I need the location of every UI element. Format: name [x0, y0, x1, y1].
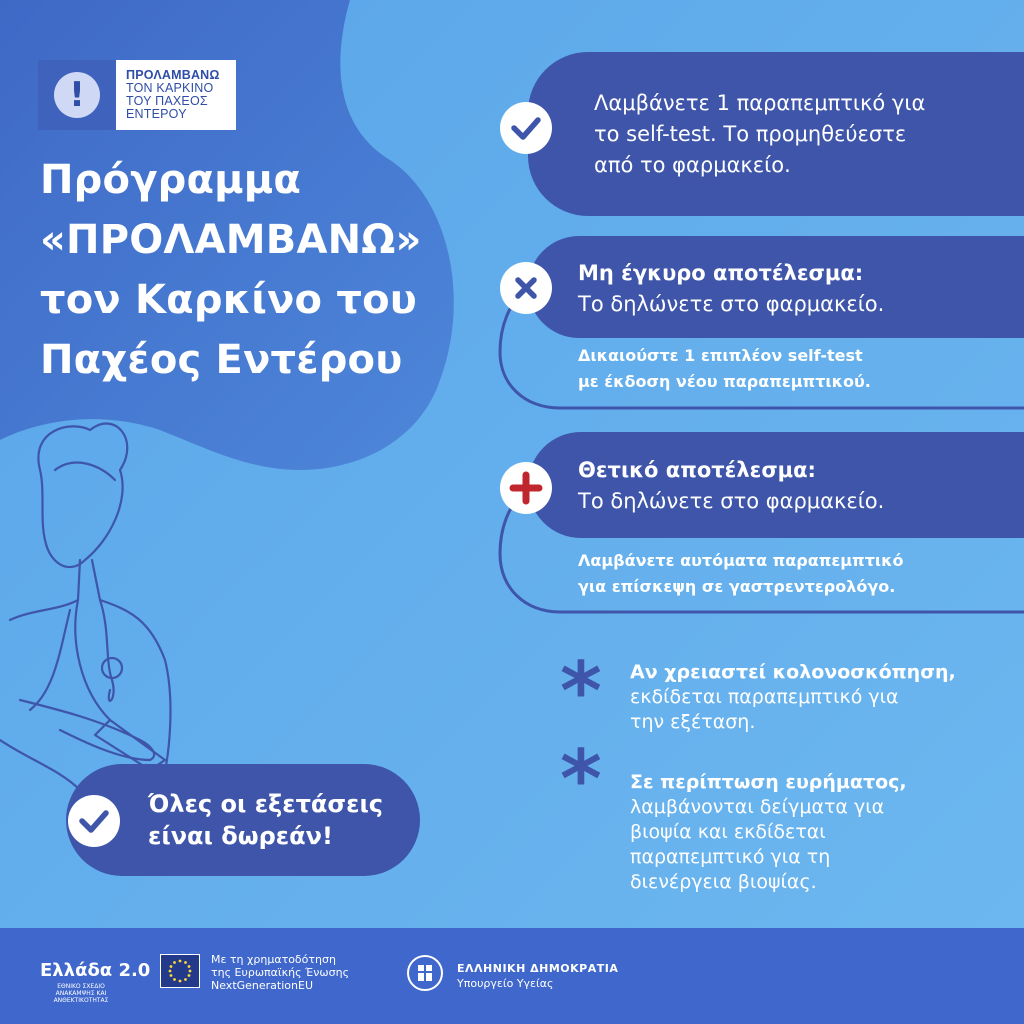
invalid-text	[578, 258, 884, 320]
note-line: παραπεμπτικό για τη	[630, 846, 831, 868]
eu-flag-icon	[160, 954, 200, 988]
positive-subtext	[578, 548, 904, 600]
greek-government	[457, 961, 618, 991]
eu-line: Με τη χρηματοδότηση	[211, 953, 336, 966]
logo-mark	[38, 60, 116, 130]
check-icon	[68, 795, 120, 847]
logo-line: ΠΡΟΛΑΜΒΑΝΩ	[126, 68, 220, 82]
greek-emblem-icon	[406, 953, 444, 993]
invalid-subtext	[578, 343, 871, 395]
positive-sub-line: Λαμβάνετε αυτόματα παραπεμπτικό	[578, 551, 904, 570]
note-line: βιοψία και εκδίδεται	[630, 821, 826, 843]
title-line: τον Καρκίνο του	[40, 277, 417, 323]
note-line: εκδίδεται παραπεμπτικό για	[630, 686, 899, 708]
positive-sub-line: για επίσκεψη σε γαστρεντερολόγο.	[578, 577, 896, 596]
eu-line: NextGenerationEU	[211, 979, 313, 992]
title-line: Παχέος Εντέρου	[40, 337, 403, 383]
note-line: την εξέταση.	[630, 711, 756, 733]
note-bold: Αν χρειαστεί κολονοσκόπηση,	[630, 661, 956, 683]
referral-text	[594, 88, 925, 181]
title-line: «ΠΡΟΛΑΜΒΑΝΩ»	[40, 217, 422, 263]
invalid-heading: Μη έγκυρο αποτέλεσμα:	[578, 261, 864, 285]
referral-line: από το φαρμακείο.	[594, 153, 791, 177]
exclamation-icon: !	[54, 72, 100, 118]
free-line: Όλες οι εξετάσεις	[148, 790, 384, 818]
title-line: Πρόγραμμα	[40, 157, 302, 203]
page-title	[40, 150, 470, 390]
note-line: λαμβάνονται δείγματα για	[630, 796, 885, 818]
asterisk-icon: *	[560, 645, 602, 738]
referral-line: το self-test. Το προμηθεύεστε	[594, 122, 907, 146]
greece-2-subtitle: ΕΘΝΙΚΟ ΣΧΕΔΙΟ ΑΝΑΚΑΜΨΗΣ ΚΑΙ ΑΝΘΕΚΤΙΚΟΤΗΤΑΣ	[53, 983, 109, 1004]
positive-heading: Θετικό αποτέλεσμα:	[578, 458, 816, 482]
invalid-sub-line: Δικαιούστε 1 επιπλέον self-test	[578, 346, 863, 365]
gov-name: ΕΛΛΗΝΙΚΗ ΔΗΜΟΚΡΑΤΙΑ	[457, 962, 619, 975]
x-icon	[500, 262, 552, 314]
logo-line: ΕΝΤΕΡΟΥ	[126, 107, 187, 121]
positive-text	[578, 455, 884, 517]
greece-2-logo: Ελλάδα 2.0	[40, 960, 151, 981]
note-line: διενέργεια βιοψίας.	[630, 871, 817, 893]
ministry-name: Υπουργείο Υγείας	[457, 977, 554, 990]
eu-line: της Ευρωπαϊκής Ένωσης	[211, 966, 350, 979]
invalid-sub-line: με έκδοση νέου παραπεμπτικού.	[578, 372, 871, 391]
referral-line: Λαμβάνετε 1 παραπεμπτικό για	[594, 91, 926, 115]
program-logo	[38, 60, 236, 130]
check-icon	[500, 102, 552, 154]
colonoscopy-note	[630, 660, 956, 735]
logo-line: ΤΟΥ ΠΑΧΕΟΣ	[126, 94, 208, 108]
logo-line: ΤΟΝ ΚΑΡΚΙΝΟ	[126, 81, 214, 95]
eu-funding-text	[211, 953, 349, 992]
asterisk-icon: *	[560, 733, 602, 826]
note-bold: Σε περίπτωση ευρήματος,	[630, 771, 907, 793]
positive-body: Το δηλώνετε στο φαρμακείο.	[578, 489, 885, 513]
invalid-body: Το δηλώνετε στο φαρμακείο.	[578, 292, 885, 316]
finding-note	[630, 770, 907, 895]
free-exams-text	[148, 788, 383, 852]
logo-text	[116, 60, 236, 130]
free-line: είναι δωρεάν!	[148, 822, 333, 850]
plus-icon	[500, 462, 552, 514]
